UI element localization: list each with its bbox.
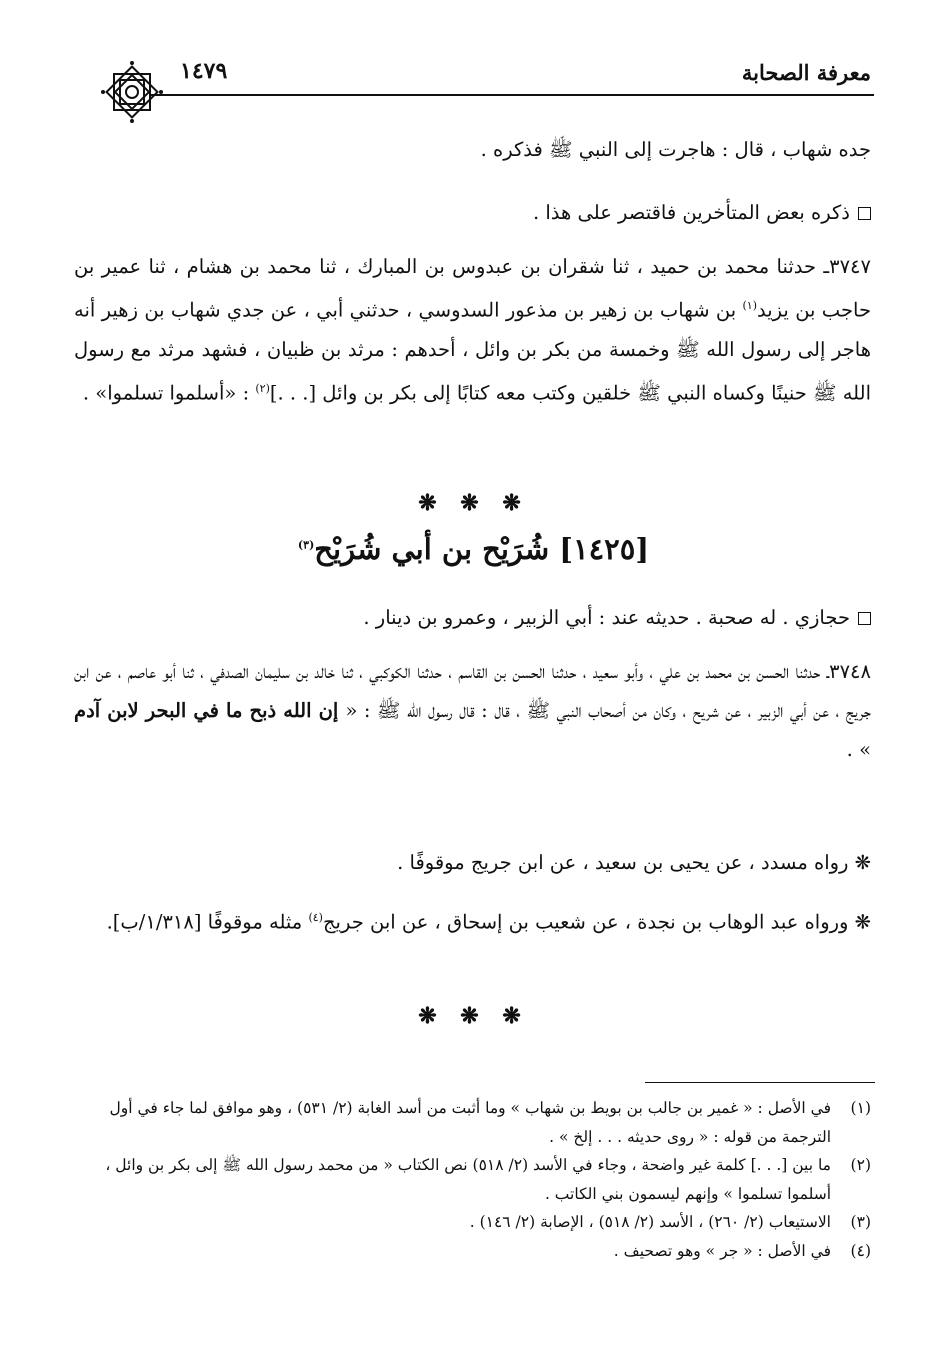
footnote-rule xyxy=(645,1082,875,1083)
footnote-ref-4: (٤) xyxy=(308,911,323,924)
footnote: (٢) ما بين [. . .] كلمة غير واضحة ، وجاء في الأسد (٢/ ٥١٨) نص الكتاب « من محمد رسول الله ﷺ إلى بكر بن وائل ، أسلموا تسلموا » وإنهم ليسمون بني الكاتب . xyxy=(105,1156,871,1203)
line-jaddu-shihab: جده شهاب ، قال : هاجرت إلى النبي ﷺ فذكره . xyxy=(480,138,871,161)
translation-title: [١٤٢٥] شُرَيْح بن أبي شُرَيْح$^{(٣)}$ xyxy=(297,532,650,566)
section-separator: ❋ ❋ ❋ xyxy=(418,490,529,516)
hadith-3747: ٣٧٤٧ـ حدثنا محمد بن حميد ، ثنا شقران بن عبدوس بن المبارك ، ثنا محمد بن هشام ، ثنا عمير بن حاجب بن يزيد$^{(١)}$ بن شهاب بن زهير بن مذعور السدوسي ، حدثني أبي ، عن جدي شهاب بن زهير أنه هاجر إلى رسول الله ﷺ وخمسة من بكر بن وائل ، أحدهم : مرثد بن ظبيان ، فشهد مرثد مع رسول الله ﷺ حنينًا وكساه النبي ﷺ خلقين وكتب معه كتابًا إلى بكر بن وائل [. . .]$^{(٢)}$ : «أسلموا تسلموا» . xyxy=(74,255,871,404)
square-bullet-icon xyxy=(858,612,871,625)
line-musaddad: ❋ رواه مسدد ، عن يحيى بن سعيد ، عن ابن جريج موقوفًا . xyxy=(397,851,871,874)
prophetic-saying: إن الله ذبح ما في البحر لابن آدم xyxy=(74,699,346,722)
star-ornament-icon xyxy=(100,60,164,124)
header-rule xyxy=(150,94,874,96)
footnote-ref-3: (٣) xyxy=(297,538,315,552)
line-hijazi: حجازي . له صحبة . حديثه عند : أبي الزبير ، وعمرو بن دينار . xyxy=(74,598,871,637)
line-abdulwahhab: ❋ ورواه عبد الوهاب بن نجدة ، عن شعيب بن إسحاق ، عن ابن جريج$^{(٤)}$ مثله موقوفًا [١/٣١٨/ب]. xyxy=(106,910,871,934)
line-mutaakhkhirin: ذكره بعض المتأخرين فاقتصر على هذا . xyxy=(74,193,871,232)
footnote-ref-2: (٢) xyxy=(255,381,270,395)
page-number: ١٤٧٩ xyxy=(180,58,228,84)
footnote: (١) في الأصل : « غمير بن جالب بن بويط بن شهاب » وما أثبت من أسد الغابة (٢/ ٥٣١) ، وهو موافق لما جاء في أول الترجمة من قوله : « روى حديثه . . . إلخ » . xyxy=(109,1099,871,1146)
footnote: (٣) الاستيعاب (٢/ ٢٦٠) ، الأسد (٢/ ٥١٨) ، الإصابة (٢/ ١٤٦) . xyxy=(469,1213,871,1231)
footnote: (٤) في الأصل : « جر » وهو تصحيف . xyxy=(613,1241,871,1260)
running-header-title: معرفة الصحابة xyxy=(741,60,871,85)
square-bullet-icon xyxy=(858,207,871,220)
section-separator: ❋ ❋ ❋ xyxy=(418,1003,529,1029)
footnote-ref-1: (١) xyxy=(742,299,757,312)
hadith-3748: ٣٧٤٨ـ حدثنا الحسن بن محمد بن علي ، وأبو سعيد ، حدثنا الحسن بن القاسم ، حدثنا الكوكبي ، ثنا خالد بن سليمان الصدفي ، ثنا أبو عاصم ، عن ابن جريج ، عن أبي الزبير ، عن شريح ، وكان من أصحاب النبي ﷺ ، قال : قال رسول الله ﷺ : « إن الله ذبح ما في البحر لابن آدم » . xyxy=(74,660,872,761)
footnotes xyxy=(74,1094,871,1265)
